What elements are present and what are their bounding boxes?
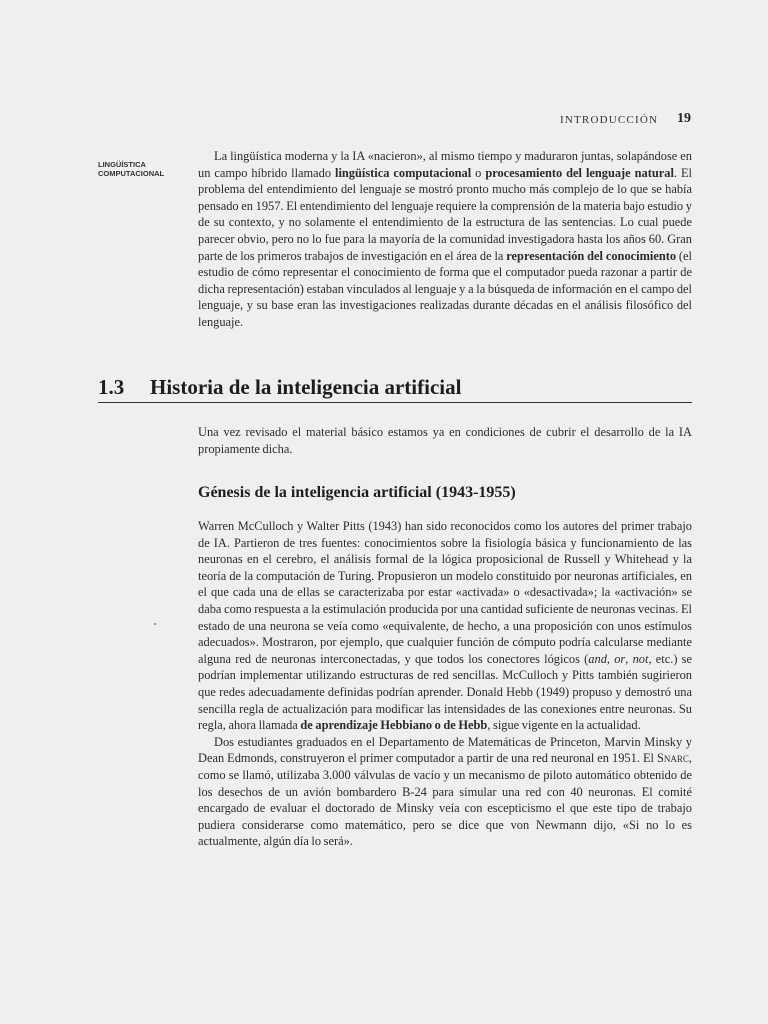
intro-paragraph (198, 148, 692, 331)
page-number: 19 (677, 111, 691, 126)
running-head: INTRODUCCIÓN (560, 114, 659, 126)
text-run: Dos estudiantes graduados en el Departamento de Matemáticas de Princeton, Marvin Minsky y Dean Edmonds, construyeron el primer computador a partir de una red neuronal en 1951. El (198, 734, 692, 766)
text-run: Warren McCulloch y Walter Pitts (1943) han sido reconocidos como los autores del primer trabajo de IA. Partieron de tres fuentes: conocimientos sobre la fisiología básica y funcionamiento de las neuronas en el cerebro, el análisis formal de la lógica proposicional de Russell y Whitehead y la teoría de la computación de Turing. Propusieron un modelo constituido por neuronas artificiales, en el que cada una de ellas se caracterizaba por estar «activada» o «desactivada»; la «activación» se daba como respuesta a la estimulación producida por una cantidad suficiente de neuronas vecinas. El estado de una neurona se veía como «equivalente, de hecho, a una proposición con unos estímulos adecuados». Mostraron, por ejemplo, que cualquier función de cómputo podría calcularse mediante alguna red de neuronas interconectadas, y que todos los conectores lógicos ( (198, 519, 692, 666)
text-run: La lingüística moderna y la IA «nacieron», al mismo tiempo y maduraron juntas, solapándose en un campo híbrido llamado (198, 149, 692, 180)
section-heading (98, 374, 692, 403)
margin-note-line: COMPUTACIONAL (98, 169, 165, 178)
bold-term: de aprendizaje Hebbiano o de Hebb (300, 718, 488, 733)
italic-term: not (632, 651, 649, 666)
text-run: (el estudio de cómo representar el conocimiento de forma que el computador pueda razonar a partir de dicha representación) estaban vinculados al lenguaje y a la búsqueda de información en el campo del lenguaje, y su base eran las investigaciones realizadas durante décadas en el análisis filosófico del lenguaje. (198, 248, 692, 329)
bold-term: representación del conocimiento (506, 248, 677, 263)
italic-term: and (588, 651, 607, 666)
text-run: , sigue vigente en la actualidad. (487, 718, 641, 733)
section-number: 1.3 (98, 375, 125, 399)
bold-term: procesamiento del lenguaje natural (485, 165, 674, 180)
subsection-heading: Génesis de la inteligencia artificial (1943-1955) (198, 484, 516, 501)
small-caps-term: Snarc (656, 751, 689, 766)
bold-term: lingüística computacional (335, 165, 472, 180)
paragraph (198, 734, 692, 850)
margin-note-line: LINGÜÍSTICA (98, 160, 146, 169)
text-run: , etc.) se podrían implementar utilizando estructuras de red sencillas. McCulloch y Pitts también sugirieron que redes adecuadamente definidas podrían aprender. Donald Hebb (1949) propuso y demostró una sencilla regla de actualización para modificar las intensidades de las conexiones entre neuronas. Su regla, ahora llamada (198, 651, 693, 733)
text-run: Una vez revisado el material básico estamos ya en condiciones de cubrir el desarrollo de la IA propiamente dicha. (198, 425, 692, 456)
margin-note (98, 160, 188, 178)
italic-term: or (614, 651, 626, 666)
section-intro-paragraph (198, 424, 692, 457)
text-run: o (471, 165, 486, 180)
paragraph (198, 518, 692, 734)
text-run: , como se llamó, utilizaba 3.000 válvulas de vacío y un mecanismo de piloto automático obtenido de los desechos de un avión bombardero B-24 para simular una red con 40 neuronas. El comité encargado de evaluar el doctorado de Minsky veía con escepticismo el que este tipo de trabajo pudiera considerarse como matemático, pero se dice que von Newmann dijo, «Si no lo es actualmente, algún día lo será». (198, 751, 692, 849)
text-run: , (606, 651, 615, 666)
scan-speck (154, 623, 156, 625)
section-title: Historia de la inteligencia artificial (150, 375, 462, 399)
main-text (198, 518, 692, 850)
text-run: , (625, 651, 633, 666)
text-run: . El problema del entendimiento del lenguaje se mostró pronto mucho más complejo de lo que se había pensado en 1957. El entendimiento del lenguaje requiere la comprensión de la materia bajo estudio y de su contexto, y no solamente el entendimiento de la estructura de las sentencias. Lo cual puede parecer obvio, pero no lo fue para la mayoría de la comunidad investigadora hasta los años 60. Gran parte de los primeros trabajos de investigación en el área de la (198, 165, 692, 263)
